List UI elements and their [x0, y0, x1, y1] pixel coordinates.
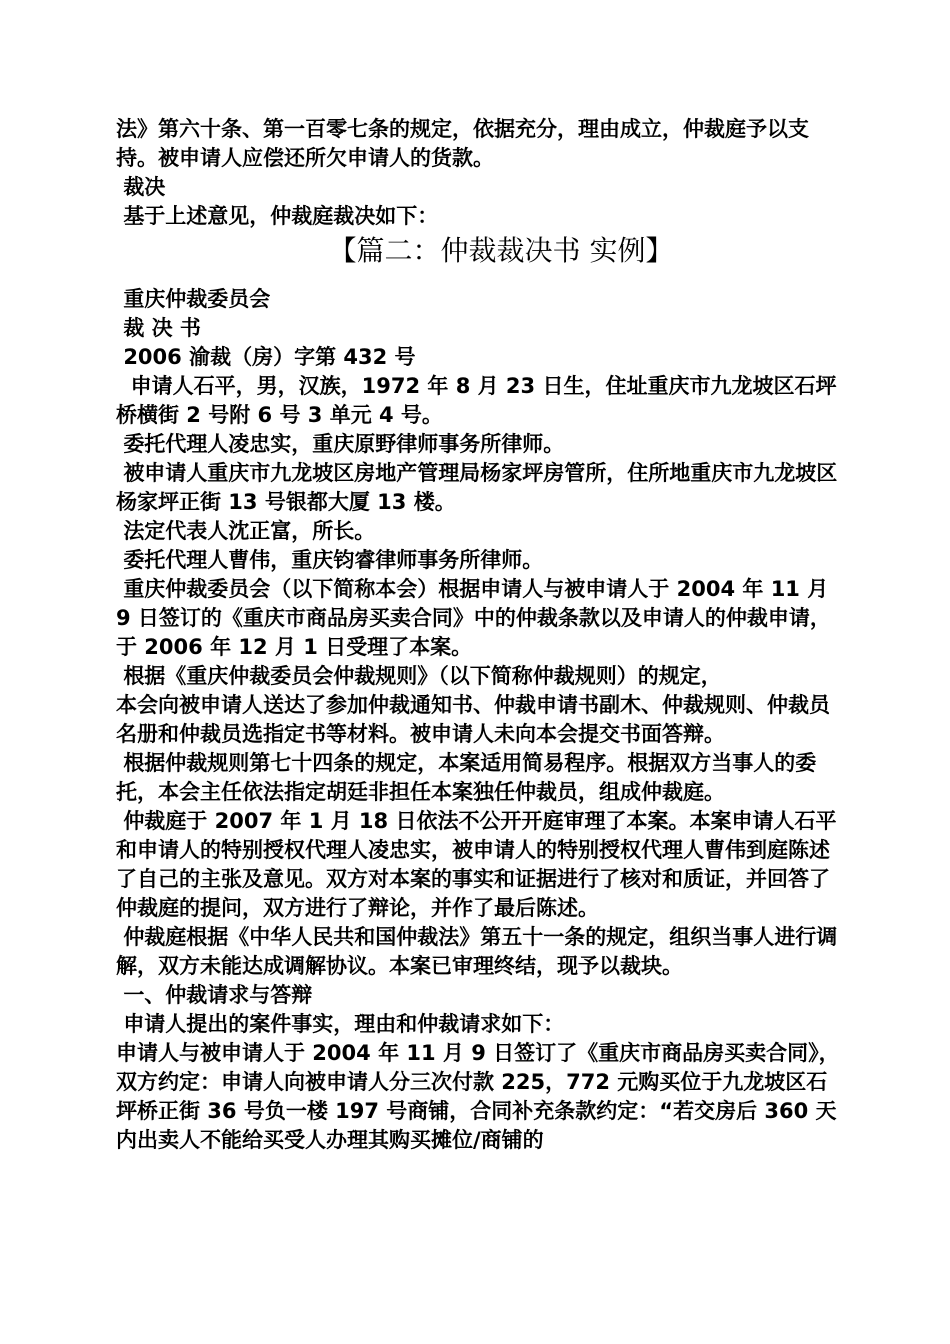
- body-paragraph: 申请人与被申请人于 2004 年 11 月 9 日签订了《重庆市商品房买卖合同》，双方约定：申请人向被申请人分三次付款 225，772 元购买位于九龙坡区石坪桥正街 36 号负一楼 197 号商铺，合同补充条款约定：“若交房后 360 天内出卖人不能给买受人办理其购买摊位/商铺的: [116, 1041, 840, 1152]
- body-paragraph: 重庆仲裁委员会（以下简称本会）根据申请人与被申请人于 2004 年 11 月 9 日签订的《重庆市商品房买卖合同》中的仲裁条款以及申请人的仲裁申请，于 2006 年 12 月 1 日受理了本案。: [116, 577, 836, 659]
- body-paragraph: 被申请人重庆市九龙坡区房地产管理局杨家坪房管所，住所地重庆市九龙坡区杨家坪正街 13 号银都大厦 13 楼。: [116, 461, 838, 514]
- body-paragraph: 一、仲裁请求与答辩: [116, 983, 313, 1007]
- body-paragraph: 根据仲裁规则第七十四条的规定，本案适用简易程序。根据双方当事人的委托，本会主任依法指定胡廷非担任本案独任仲裁员，组成仲裁庭。: [116, 751, 817, 804]
- body-paragraph: 申请人石平，男，汉族，1972 年 8 月 23 日生，住址重庆市九龙坡区石坪桥横街 2 号附 6 号 3 单元 4 号。: [116, 374, 837, 427]
- body-paragraph: 申请人提出的案件事实，理由和仲裁请求如下：: [116, 1012, 565, 1036]
- intro-paragraph-1: 法》第六十条、第一百零七条的规定，依据充分，理由成立，仲裁庭予以支持。被申请人应偿还所欠申请人的货款。: [116, 117, 809, 170]
- body-paragraph: 裁 决 书: [116, 316, 201, 340]
- document-page: [116, 115, 846, 1155]
- body-paragraph: 2006 渝裁（房）字第 432 号: [116, 345, 416, 369]
- section-title: 【篇二：仲裁裁决书 实例】: [328, 234, 674, 267]
- body-paragraph: 委托代理人凌忠实，重庆原野律师事务所律师。: [116, 432, 565, 456]
- intro-paragraph-3: 基于上述意见，仲裁庭裁决如下：: [116, 204, 439, 228]
- intro-paragraph-2: 裁决: [116, 175, 166, 199]
- body-paragraph: 仲裁庭于 2007 年 1 月 18 日依法不公开开庭审理了本案。本案申请人石平和申请人的特别授权代理人凌忠实，被申请人的特别授权代理人曹伟到庭陈述了自己的主张及意见。双方对本案的事实和证据进行了核对和质证，并回答了仲裁庭的提问，双方进行了辩论，并作了最后陈述。: [116, 809, 837, 920]
- body-paragraph: 根据《重庆仲裁委员会仲裁规则》（以下简称仲裁规则）的规定， 本会向被申请人送达了参加仲裁通知书、仲裁申请书副木、仲裁规则、仲裁员名册和仲裁员选指定书等材料。被申请人未向本会提交书面答辩。: [116, 664, 830, 746]
- body-paragraph: 重庆仲裁委员会: [116, 287, 271, 311]
- body-paragraph: 委托代理人曹伟，重庆钧睿律师事务所律师。: [116, 548, 544, 572]
- body-paragraph: 法定代表人沈正富，所长。: [116, 519, 376, 543]
- body-paragraph: 仲裁庭根据《中华人民共和国仲裁法》第五十一条的规定，组织当事人进行调解，双方未能达成调解协议。本案已审理终结，现予以裁块。: [116, 925, 838, 978]
